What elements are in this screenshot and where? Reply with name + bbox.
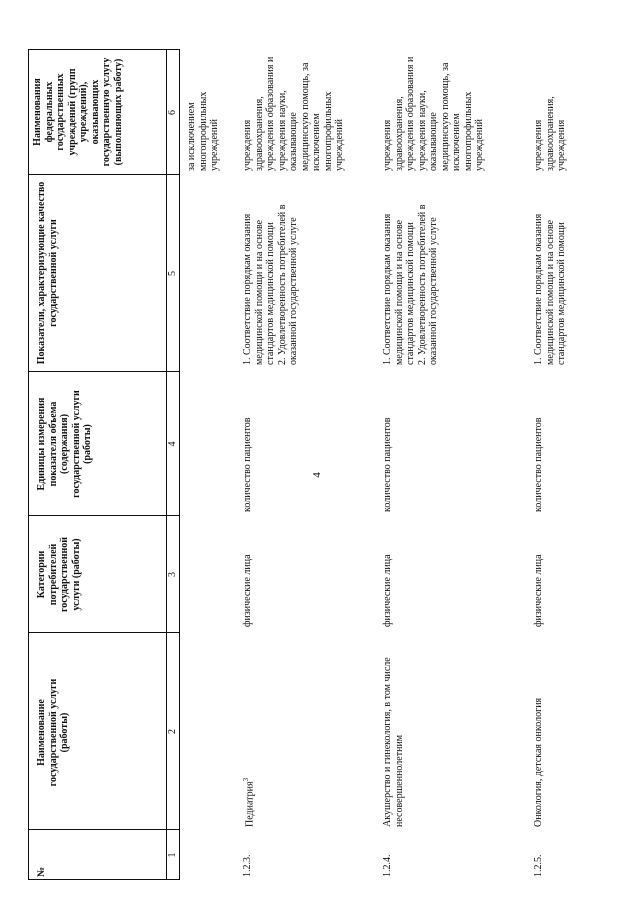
header-consumers: Категории потребителей государственной услуги (работы): [36, 536, 82, 613]
col-number-3: 3: [167, 572, 178, 577]
row-unit: количество пациентов: [533, 417, 544, 512]
row-unit: количество пациентов: [242, 417, 253, 512]
carry-over-text: за исключением многопрофильных учреждений: [186, 91, 220, 171]
col-number-4: 4: [167, 441, 178, 447]
row-number: 1.2.3.: [242, 854, 253, 877]
footnote-marker: 3: [242, 777, 250, 782]
header-institutions: Наименования федеральных государственных учреждений (групп учреждений), оказывающих государственную услугу (выполняющих работу): [32, 57, 124, 167]
row-quality: 1. Соответствие порядкам оказания медицинской помощи и на основе стандартов медицинской помощи: [533, 213, 567, 365]
row-service-name-text: Педиатрия: [244, 781, 256, 827]
row-service-name: Акушерство и гинекология, в том числе несовершеннолетним: [382, 657, 405, 827]
row-number: 1.2.4.: [382, 854, 393, 877]
row-quality: 1. Соответствие порядкам оказания медицинской помощи и на основе стандартов медицинской помощи 2. Удовлетворенность потребителей в оказанной государственной услуге: [382, 204, 439, 365]
row-unit: количество пациентов: [382, 417, 393, 512]
row-institutions: учреждения здравоохранения, учреждения образования и учреждения науки, оказывающие медицинскую помощь, за исключением многопрофильных учреждений: [382, 56, 485, 171]
row-consumers: физические лица: [242, 554, 253, 627]
row-consumers: физические лица: [382, 554, 393, 627]
col-number-2: 2: [167, 729, 178, 734]
number-row-bottom-border: [179, 49, 180, 880]
header-unit: Единицы измерения показателя объема (содержания) государственной услуги (работы): [36, 390, 93, 498]
header-quality: Показатели, характеризующие качество государственной услуги: [36, 181, 59, 365]
row-institutions: учреждения здравоохранения, учреждения образования и учреждения науки, оказывающие медицинскую помощь, за исключением многопрофильных учреждений: [242, 56, 345, 171]
row-institutions: учреждения здравоохранения, учреждения: [533, 96, 567, 171]
col-border-5: [28, 174, 179, 175]
col-number-6: 6: [167, 110, 178, 115]
col-border-6: [28, 49, 179, 50]
row-consumers: физические лица: [533, 554, 544, 627]
row-quality: 1. Соответствие порядкам оказания медицинской помощи и на основе стандартов медицинской помощи 2. Удовлетворенность потребителей в оказанной государственной услуге: [242, 204, 299, 365]
col-number-1: 1: [167, 852, 178, 858]
row-service-name: Онкология, детская онкология: [533, 697, 544, 827]
header-service-name: Наименование государственной услуги (работы): [36, 678, 70, 787]
page-number: 4: [310, 472, 323, 478]
row-service-name: [242, 637, 256, 827]
col-border-0: [28, 879, 179, 880]
col-border-3: [28, 515, 179, 516]
row-number: 1.2.5.: [533, 854, 544, 877]
col-border-4: [28, 371, 179, 372]
col-border-2: [28, 632, 179, 633]
header-no: №: [36, 866, 47, 877]
col-number-5: 5: [167, 271, 178, 276]
col-border-1: [28, 829, 179, 830]
